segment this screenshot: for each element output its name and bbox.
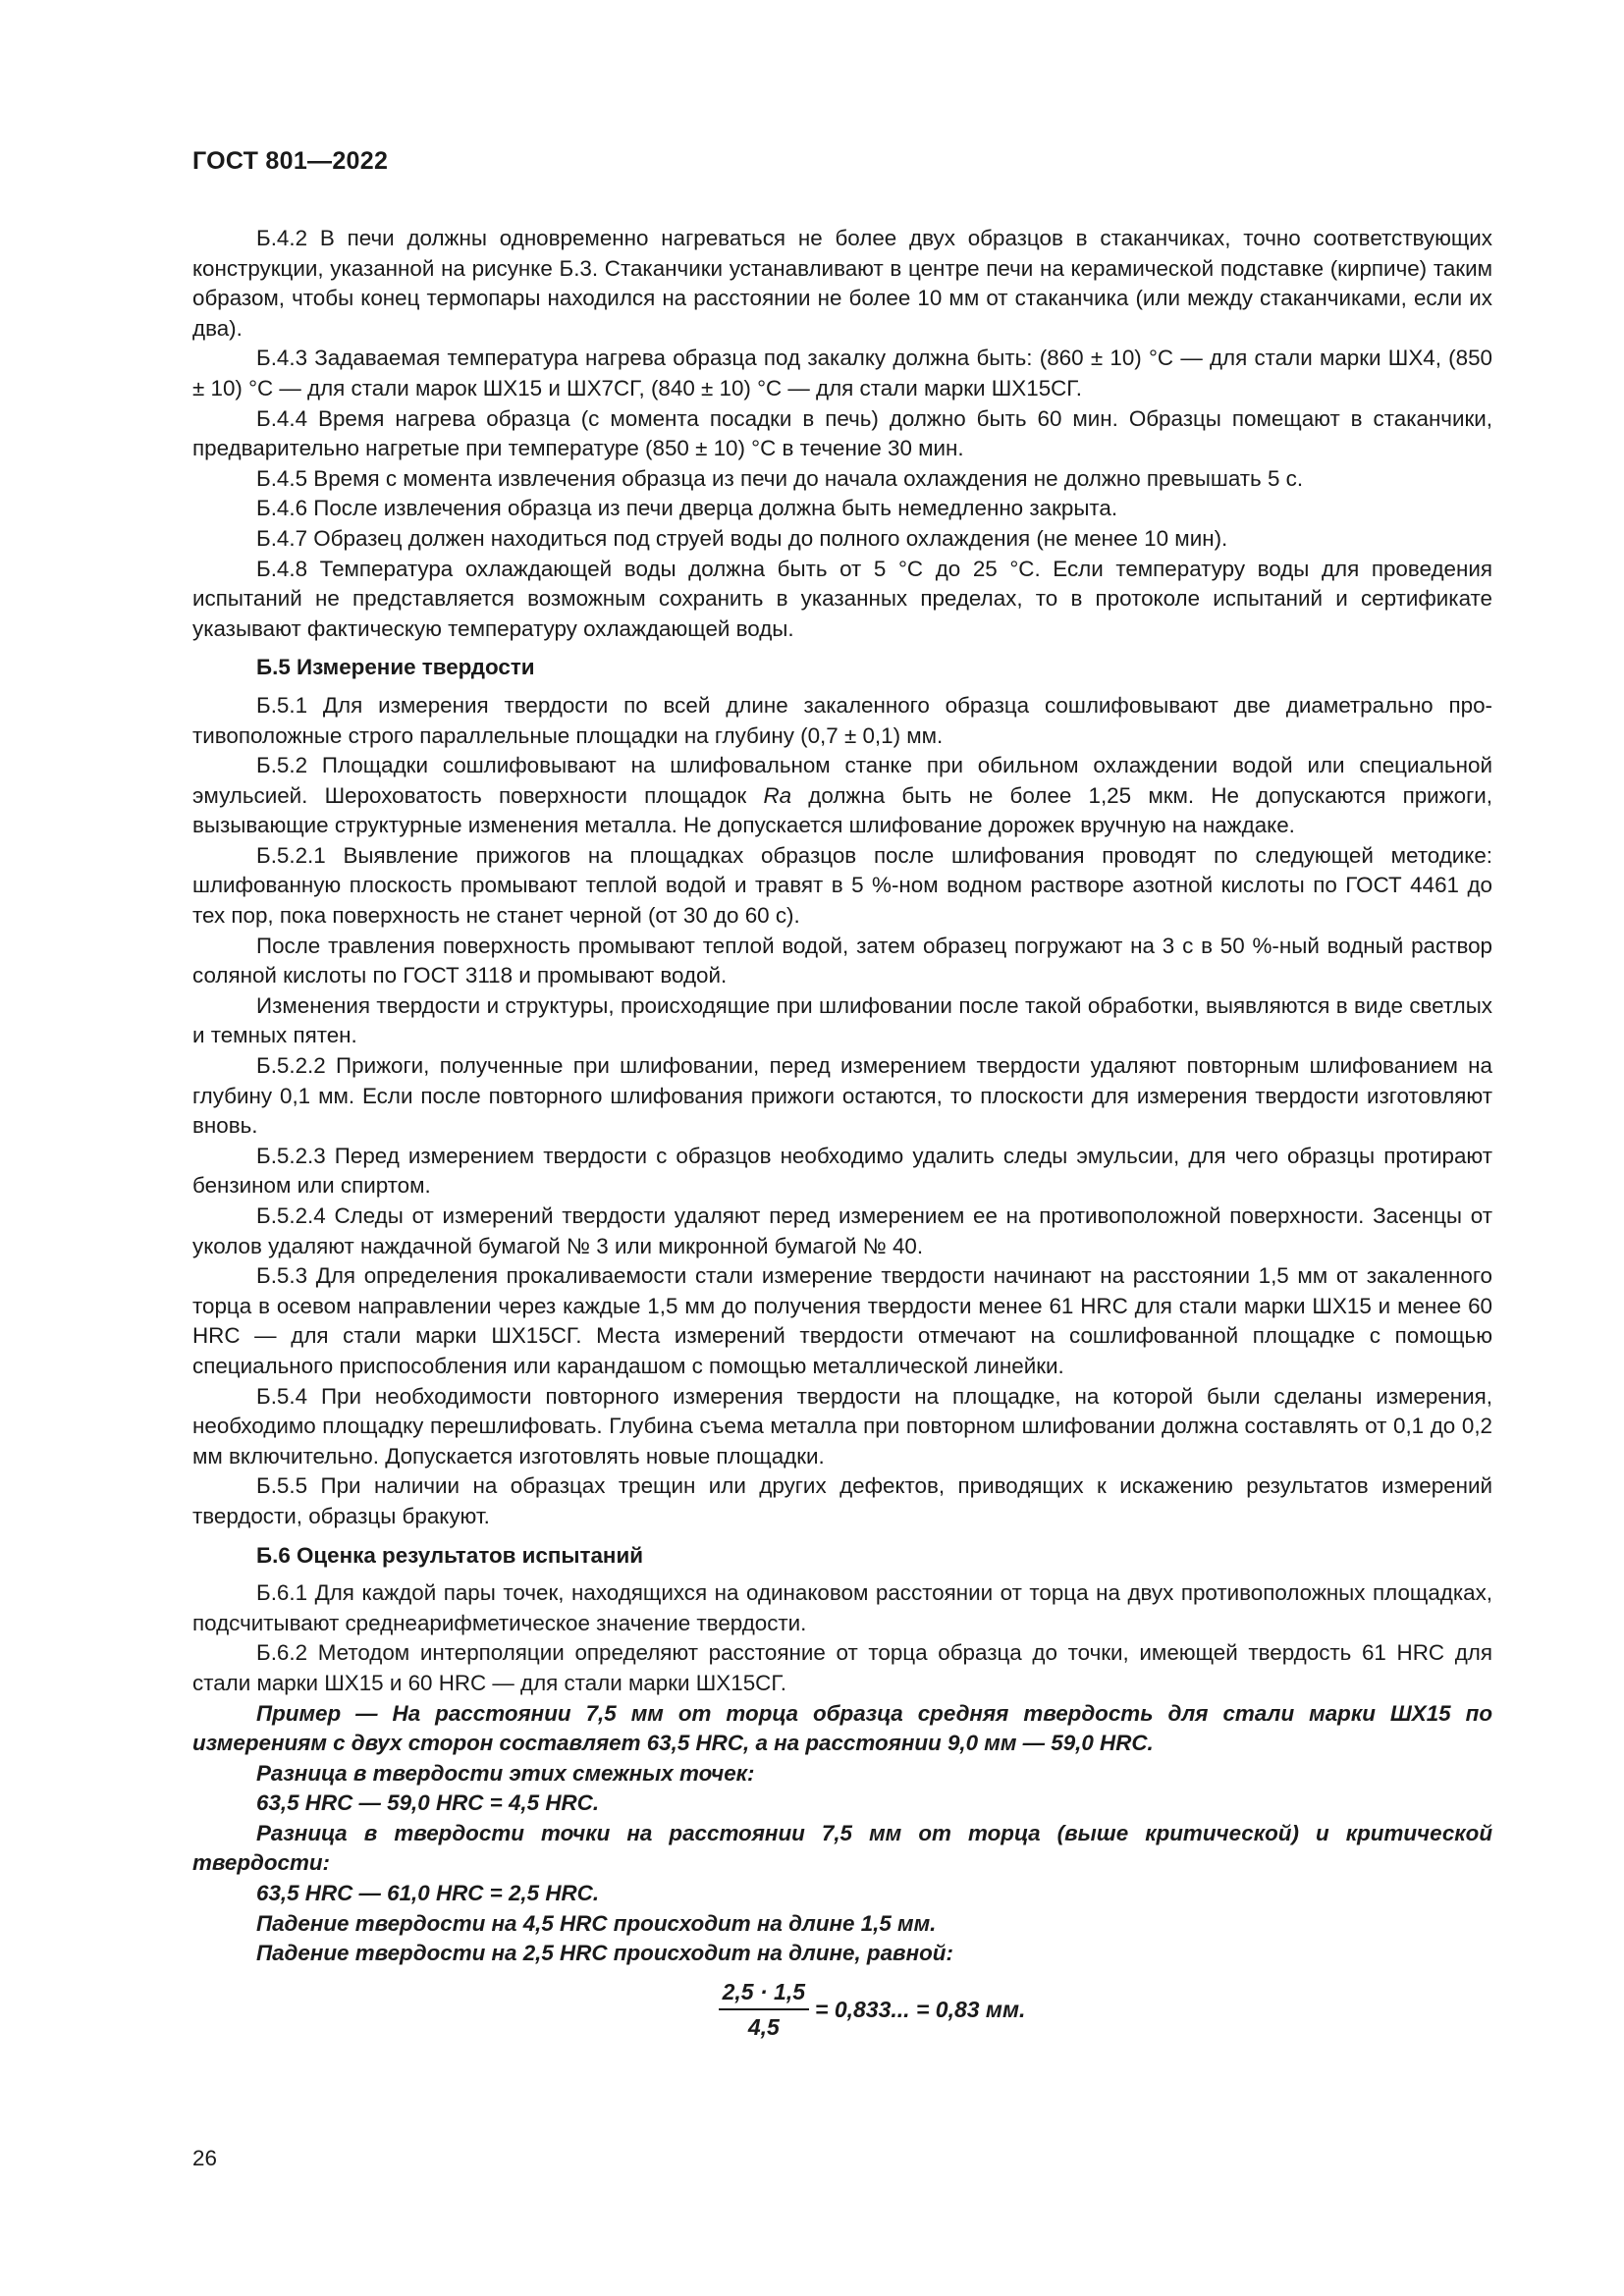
paragraph-b6-1: Б.6.1 Для каждой пары точек, находящихся на одинаковом расстоянии от торца на двух противоположных площадках, подсчитывают среднеарифметическое значение твердости. bbox=[192, 1580, 1492, 1635]
paragraph-b6-2: Б.6.2 Методом интерполяции определяют расстояние от торца образца до точки, имеющей твердость 61 HRC для стали марки ШХ15 и 60 HRC — для стали марки ШХ15СГ. bbox=[192, 1640, 1492, 1695]
paragraph-b4-8: Б.4.8 Температура охлаждающей воды должна быть от 5 °С до 25 °С. Если температуру воды для проведения испытаний не представляется возможным сохранить в указанных пределах, то в протоколе испытаний и сертификате указывают фактическую температуру охлаждающей воды. bbox=[192, 556, 1492, 641]
formula-numerator: 2,5 · 1,5 bbox=[719, 1977, 809, 2011]
page-number: 26 bbox=[192, 2146, 217, 2170]
document-body bbox=[192, 224, 1492, 2043]
example-line-7: Падение твердости на 2,5 HRC происходит на длине, равной: bbox=[256, 1941, 953, 1966]
paragraph-b4-7: Б.4.7 Образец должен находиться под струей воды до полного охлаждения (не менее 10 мин). bbox=[256, 525, 1228, 551]
paragraph-b5-2-3: Б.5.2.3 Перед измерением твердости с образцов необходимо удалить следы эмульсии, для чего образцы протирают бензином или спиртом. bbox=[192, 1143, 1492, 1199]
paragraph-b5-5: Б.5.5 При наличии на образцах трещин или других дефектов, приводящих к искажению результатов измерений твердости, образцы бракуют. bbox=[192, 1473, 1492, 1528]
paragraph-b5-3: Б.5.3 Для определения прокаливаемости стали измерение твердости начинают на расстоянии 1,5 мм от закаленного торца в осевом направлении через каждые 1,5 мм до получения твердости менее 61 HRC для стали марки ШХ15 и менее 60 HRC — для стали марки ШХ15СГ. Места измерений твердости отмечают на сошлифованной площадке с помощью специального приспособления или карандашом с помощью металлической линейки. bbox=[192, 1263, 1492, 1378]
paragraph-b5-2 bbox=[192, 751, 1492, 841]
example-line-6: Падение твердости на 4,5 HRC происходит на длине 1,5 мм. bbox=[256, 1910, 937, 1936]
document-header: ГОСТ 801—2022 bbox=[192, 147, 389, 175]
paragraph-b5-2-2: Б.5.2.2 Прижоги, полученные при шлифовании, перед измерением твердости удаляют повторным шлифованием на глубину 0,1 мм. Если после повторного шлифования прижоги остаются, то плоскости для измерения твердости изготовляют вновь. bbox=[192, 1053, 1492, 1139]
formula-result: = 0,833... = 0,83 мм. bbox=[815, 1997, 1026, 2023]
paragraph-b4-5: Б.4.5 Время с момента извлечения образца из печи до начала охлаждения не должно превышать 5 с. bbox=[256, 465, 1304, 491]
paragraph-etching: После травления поверхность промывают теплой водой, затем образец погружают на 3 с в 50 %-ный водный раствор соляной кислоты по ГОСТ 3118 и промывают водой. bbox=[192, 933, 1492, 988]
example-line-4: Разница в твердости точки на расстоянии 7,5 мм от торца (выше критической) и критической твердости: bbox=[192, 1820, 1492, 1876]
roughness-symbol: Ra bbox=[763, 782, 792, 808]
paragraph-b5-4: Б.5.4 При необходимости повторного измерения твердости на площадке, на которой были сделаны измерения, необходимо площадку перешлифовать. Глубина съема металла при повторном шлифовании должна составлять от 0,1 до 0,2 мм включительно. Допускается изготовлять новые площадки. bbox=[192, 1383, 1492, 1468]
paragraph-b5-2-4: Б.5.2.4 Следы от измерений твердости удаляют перед измерением ее на противоположной поверхности. Засенцы от уколов удаляют наждачной бумагой № 3 или микронной бумагой № 40. bbox=[192, 1203, 1492, 1258]
paragraph-b4-3: Б.4.3 Задаваемая температура нагрева образца под закалку должна быть: (860 ± 10) °С — для стали марки ШХ4, (850 ± 10) °С — для стали марок ШХ15 и ШХ7СГ, (840 ± 10) °С — для стали марки ШХ15СГ. bbox=[192, 346, 1492, 400]
formula-denominator: 4,5 bbox=[747, 2014, 780, 2041]
section-heading-b6: Б.6 Оценка результатов испытаний bbox=[256, 1542, 643, 1568]
paragraph-b5-1: Б.5.1 Для измерения твердости по всей длине закаленного образца сошлифовывают две диаметрально противоположные строго параллельные площадки на глубину (0,7 ± 0,1) мм. bbox=[192, 692, 1492, 748]
paragraph-b5-2-part-a: Б.5.2 Площадки сошлифовывают на шлифовальном станке при обильном охлаждении водой или специальной эмульсией. Шероховатость поверхности площадок bbox=[192, 753, 1492, 808]
example-line-2: Разница в твердости этих смежных точек: bbox=[256, 1760, 755, 1786]
interpolation-formula bbox=[192, 1977, 1492, 2043]
paragraph-b4-4: Б.4.4 Время нагрева образца (с момента посадки в печь) должно быть 60 мин. Образцы помещают в стаканчики, предварительно нагретые при температуре (850 ± 10) °С в течение 30 мин. bbox=[192, 405, 1492, 461]
paragraph-b4-6: Б.4.6 После извлечения образца из печи дверца должна быть немедленно закрыта. bbox=[256, 496, 1118, 521]
paragraph-b5-2-1: Б.5.2.1 Выявление прижогов на площадках образцов после шлифования проводят по следующей методике: шлифованную плоскость промывают теплой водой и травят в 5 %-ном водном растворе азотной кислоты по ГОСТ 4461 до тех пор, пока поверхность не станет черной (от 30 до 60 с). bbox=[192, 842, 1492, 929]
example-line-3: 63,5 HRC — 59,0 HRC = 4,5 HRC. bbox=[256, 1790, 600, 1816]
section-heading-b5: Б.5 Измерение твердости bbox=[256, 655, 535, 680]
paragraph-changes: Изменения твердости и структуры, происходящие при шлифовании после такой обработки, выявляются в виде светлых и темных пятен. bbox=[192, 992, 1492, 1048]
example-line-5: 63,5 HRC — 61,0 HRC = 2,5 HRC. bbox=[256, 1881, 600, 1906]
paragraph-b4-2: Б.4.2 В печи должны одновременно нагреваться не более двух образцов в стаканчиках, точно соответствующих конструкции, указанной на рисунке Б.3. Стаканчики устанавливают в центре печи на керамической подставке (кирпиче) таким образом, чтобы конец термопары находился на расстоянии не более 10 мм от стаканчика (или между стаканчиками, если их два). bbox=[192, 226, 1492, 341]
formula-fraction bbox=[719, 1977, 809, 2043]
example-line-1: Пример — На расстоянии 7,5 мм от торца образца средняя твердость для стали марки ШХ15 по измерениям с двух сторон составляет 63,5 HRC, а на расстоянии 9,0 мм — 59,0 HRC. bbox=[192, 1700, 1492, 1756]
paragraph-b5-2-part-b: должна быть не более 1,25 мкм. Не допускаются прижоги, вызывающие структурные изменения металла. Не допускается шлифование дорожек вручную на наждаке. bbox=[192, 782, 1492, 838]
